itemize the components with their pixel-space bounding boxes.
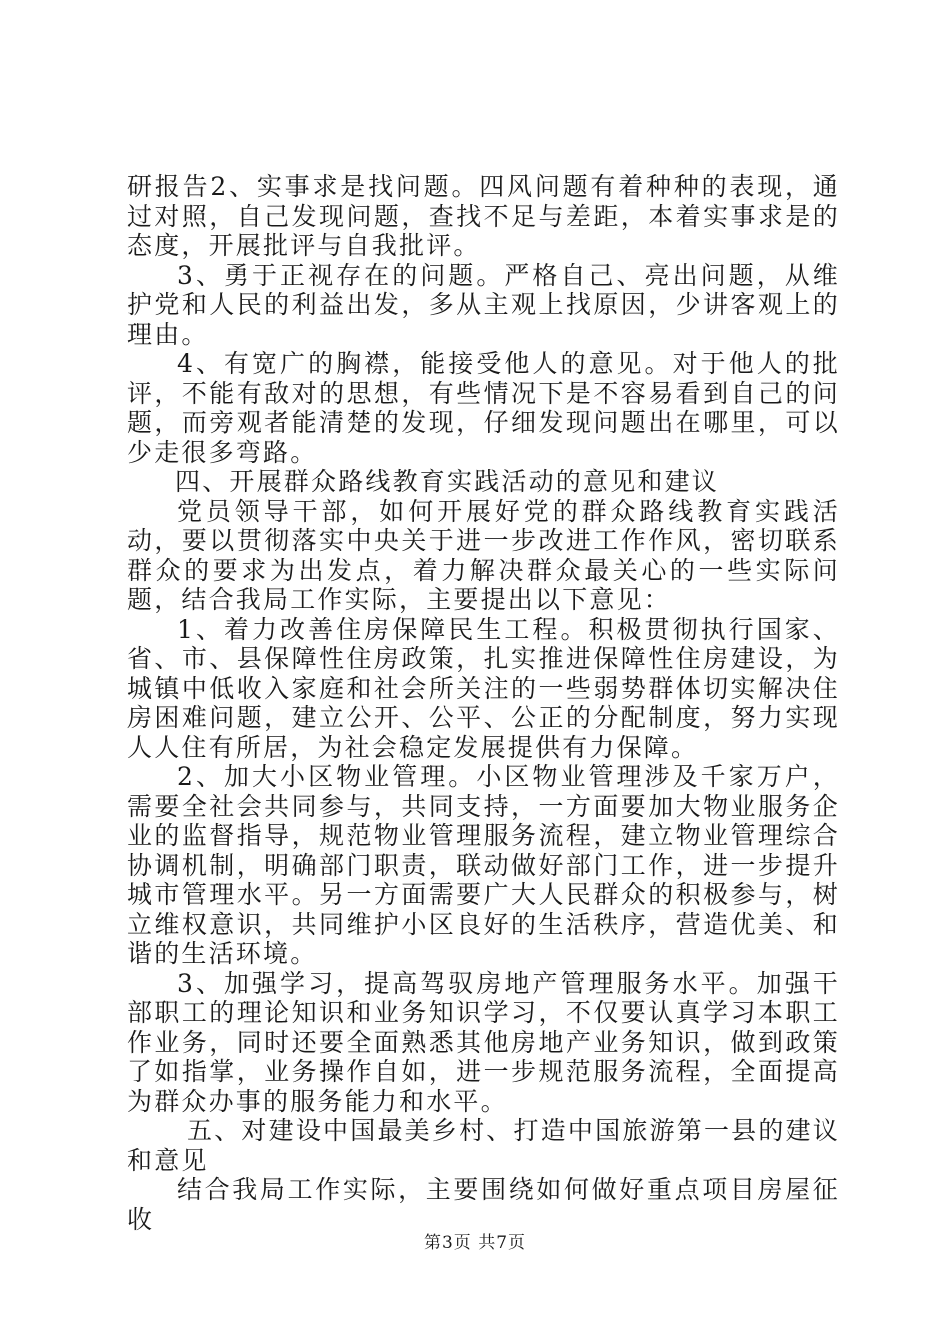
paragraph-1: 研报告2、实事求是找问题。四风问题有着种种的表现，通过对照，自己发现问题，查找不足与差距，本着实事求是的态度，开展批评与自我批评。: [127, 172, 840, 260]
section-heading-5: 五、对建设中国最美乡村、打造中国旅游第一县的建议和意见: [127, 1116, 840, 1175]
paragraph-2: 3、勇于正视存在的问题。严格自己、亮出问题，从维护党和人民的利益出发，多从主观上找原因，少讲客观上的理由。: [127, 260, 840, 349]
paragraph-6: 1、着力改善住房保障民生工程。积极贯彻执行国家、省、市、县保障性住房政策，扎实推进保障性住房建设，为城镇中低收入家庭和社会所关注的一些弱势群体切实解决住房困难问题，建立公开、公平、公正的分配制度，努力实现人人住有所居，为社会稳定发展提供有力保障。: [127, 614, 840, 762]
section-heading-4: 四、开展群众路线教育实践活动的意见和建议: [175, 467, 720, 496]
paragraph-10: 结合我局工作实际，主要围绕如何做好重点项目房屋征收: [127, 1175, 840, 1234]
paragraph-8: 3、加强学习，提高驾驭房地产管理服务水平。加强干部职工的理论知识和业务知识学习，不仅要认真学习本职工作业务，同时还要全面熟悉其他房地产业务知识，做到政策了如指掌，业务操作自如，进一步规范服务流程，全面提高为群众办事的服务能力和水平。: [127, 968, 840, 1116]
paragraph-5: 党员领导干部，如何开展好党的群众路线教育实践活动，要以贯彻落实中央关于进一步改进工作作风，密切联系群众的要求为出发点，着力解决群众最关心的一些实际问题，结合我局工作实际，主要提出以下意见：: [127, 496, 840, 614]
paragraph-3: 4、有宽广的胸襟，能接受他人的意见。对于他人的批评，不能有敌对的思想，有些情况下是不容易看到自己的问题，而旁观者能清楚的发现，仔细发现问题出在哪里，可以少走很多弯路。: [127, 349, 840, 467]
page-footer: 第3页 共7页: [423, 1233, 527, 1253]
paragraph-7: 2、加大小区物业管理。小区物业管理涉及千家万户，需要全社会共同参与，共同支持，一方面要加大物业服务企业的监督指导，规范物业管理服务流程，建立物业管理综合协调机制，明确部门职责，联动做好部门工作，进一步提升城市管理水平。另一方面需要广大人民群众的积极参与，树立维权意识，共同维护小区良好的生活秩序，营造优美、和谐的生活环境。: [127, 762, 840, 968]
document-body: [127, 172, 840, 1234]
